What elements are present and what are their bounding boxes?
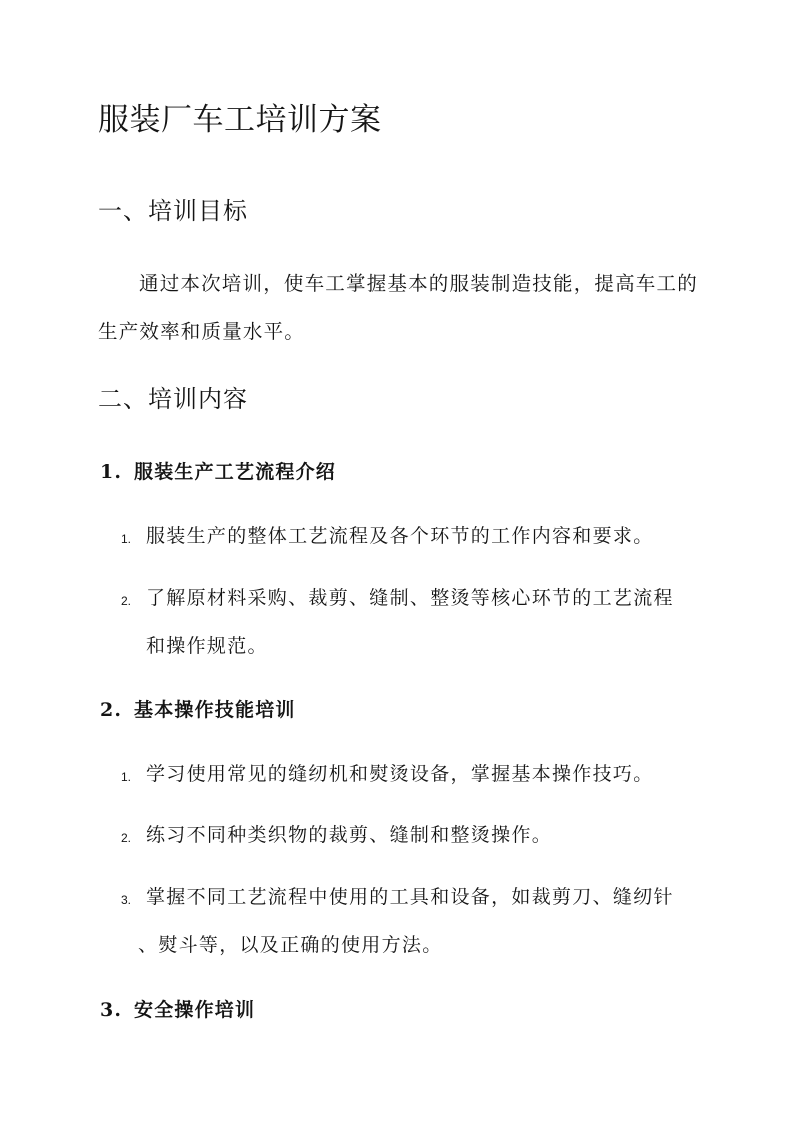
goals-paragraph-line-2: 生产效率和质量水平。 <box>98 320 306 343</box>
subsection-number: 3. <box>100 999 123 1021</box>
subsection-heading-process-intro <box>100 458 336 486</box>
section-heading-content: 二、培训内容 <box>98 385 248 413</box>
goals-paragraph-line-1: 通过本次培训，使车工掌握基本的服装制造技能，提高车工的 <box>139 272 698 295</box>
subsection-number: 2. <box>100 699 123 721</box>
list-item-number: 2. <box>121 831 132 845</box>
subsection-title: 安全操作培训 <box>134 999 256 1021</box>
subsection-number: 1. <box>100 461 123 483</box>
list-item-text: 服装生产的整体工艺流程及各个环节的工作内容和要求。 <box>146 525 654 547</box>
list-item-text: 学习使用常见的缝纫机和熨烫设备，掌握基本操作技巧。 <box>146 763 654 785</box>
subsection-heading-basic-skills <box>100 696 296 724</box>
list-item-text: 练习不同种类织物的裁剪、缝制和整烫操作。 <box>146 824 553 846</box>
list-item-number: 2. <box>121 594 132 608</box>
subsection-heading-safety <box>100 996 255 1024</box>
list-item-text: 掌握不同工艺流程中使用的工具和设备，如裁剪刀、缝纫针 <box>146 886 674 908</box>
list-item-text-continued: 、熨斗等，以及正确的使用方法。 <box>138 934 443 956</box>
list-item-number: 1. <box>121 532 132 546</box>
list-item-number: 3. <box>121 893 132 907</box>
subsection-title: 服装生产工艺流程介绍 <box>134 461 337 483</box>
list-item-text: 了解原材料采购、裁剪、缝制、整烫等核心环节的工艺流程 <box>146 587 674 609</box>
list-item-number: 1. <box>121 770 132 784</box>
list-item-text-continued: 和操作规范。 <box>146 635 268 657</box>
document-title: 服装厂车工培训方案 <box>98 102 382 138</box>
subsection-title: 基本操作技能培训 <box>134 699 296 721</box>
section-heading-goals: 一、培训目标 <box>98 197 248 225</box>
